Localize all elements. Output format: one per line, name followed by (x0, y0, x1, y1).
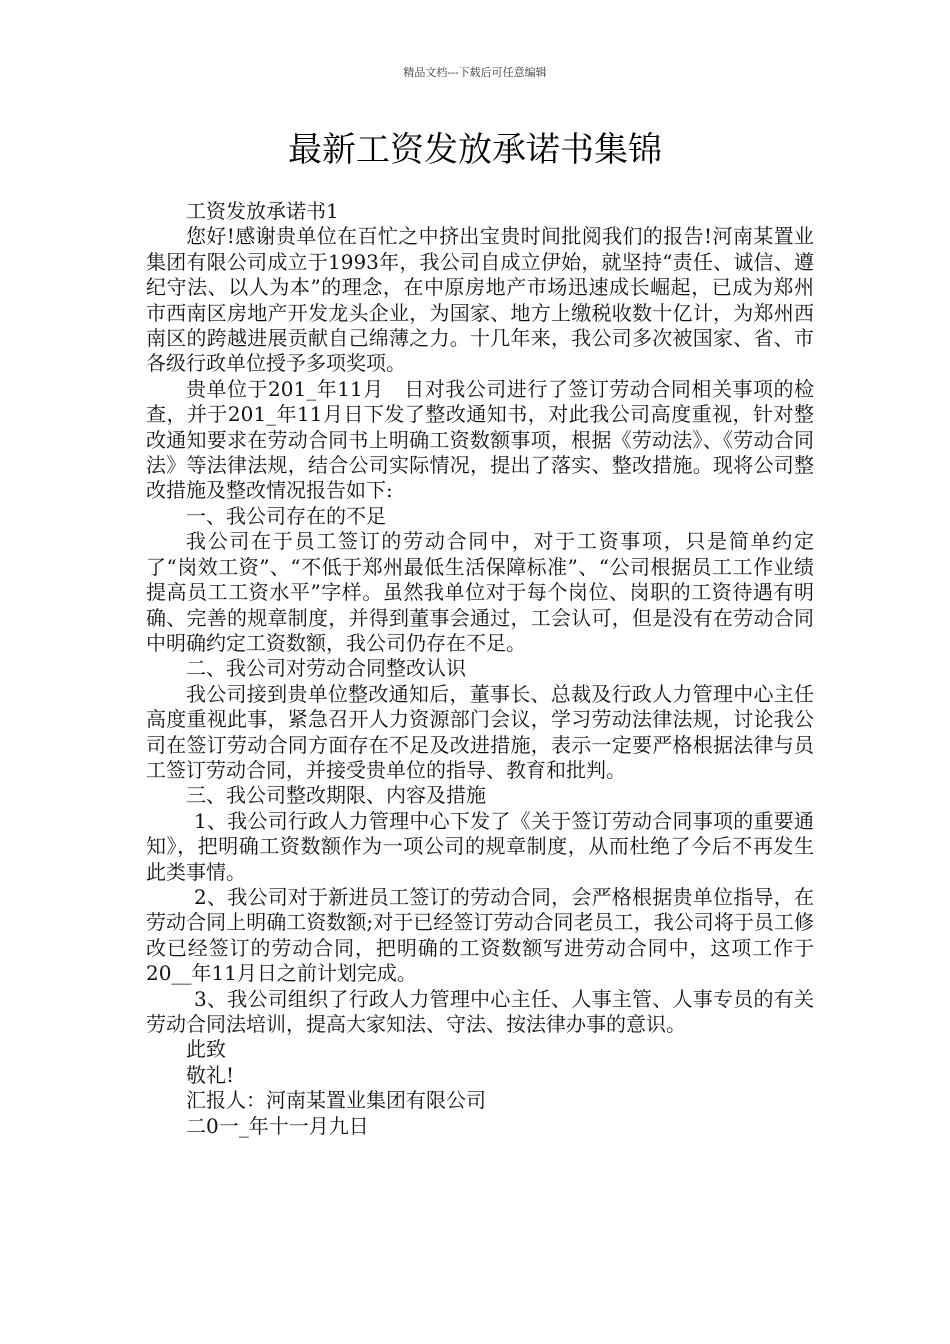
paragraph-understanding: 我公司接到贵单位整改通知后，董事长、总裁及行政人力管理中心主任高度重视此事，紧急召开人力资源部门会议，学习劳动法律法规，讨论我公司在签订劳动合同方面存在不足及改进措施，表示一定要严格根据法律与员工签订劳动合同，并接受贵单位的指导、教育和批判。 (146, 681, 814, 782)
closing-regards: 敬礼! (186, 1062, 235, 1087)
report-date: 二0一_年十一月九日 (186, 1113, 369, 1138)
measure-item-3: 3、我公司组织了行政人力管理中心主任、人事主管、人事专员的有关劳动合同法培训，提高大家知法、守法、按法律办事的意识。 (146, 986, 814, 1036)
letter-subtitle: 工资发放承诺书1 (186, 199, 339, 223)
measure-item-2: 2、我公司对于新进员工签订的劳动合同，会严格根据贵单位指导，在劳动合同上明确工资数额;对于已经签订劳动合同老员工，我公司将于员工修改已经签订的劳动合同，把明确的工资数额写进劳动合同中，这项工作于20__年11月日之前计划完成。 (146, 884, 814, 986)
document-body (146, 199, 814, 1139)
document-title: 最新工资发放承诺书集锦 (288, 130, 662, 170)
paragraph-intro: 您好!感谢贵单位在百忙之中挤出宝贵时间批阅我们的报告!河南某置业集团有限公司成立于1993年，我公司自成立伊始，就坚持“责任、诚信、遵纪守法、以人为本”的理念，在中原房地产市场迅速成长崛起，已成为郑州市西南区房地产开发龙头企业，为国家、地方上缴税收数十亿计，为郑州西南区的跨越进展贡献自己绵薄之力。十几年来，我公司多次被国家、省、市各级行政单位授予多项奖项。 (146, 224, 814, 376)
section-heading-shortcomings: 一、我公司存在的不足 (186, 503, 386, 528)
paragraph-inspection: 贵单位于201_年11月 日对我公司进行了签订劳动合同相关事项的检查，并于201_年11月日下发了整改通知书，对此我公司高度重视，针对整改通知要求在劳动合同书上明确工资数额事项，根据《劳动法》、《劳动合同法》等法律法规，结合公司实际情况，提出了落实、整改措施。现将公司整改措施及整改情况报告如下: (146, 376, 814, 503)
closing-salutation: 此致 (186, 1037, 226, 1062)
reporter-signature: 汇报人：河南某置业集团有限公司 (186, 1088, 486, 1113)
section-heading-understanding: 二、我公司对劳动合同整改认识 (186, 656, 466, 681)
section-heading-measures: 三、我公司整改期限、内容及措施 (186, 783, 486, 808)
measure-item-1: 1、我公司行政人力管理中心下发了《关于签订劳动合同事项的重要通知》，把明确工资数额作为一项公司的规章制度，从而杜绝了今后不再发生此类事情。 (146, 808, 814, 884)
paragraph-shortcomings: 我公司在于员工签订的劳动合同中，对于工资事项，只是简单约定了“岗效工资”、“不低于郑州最低生活保障标准”、“公司根据员工工作业绩提高员工工资水平”字样。虽然我单位对于每个岗位、岗职的工资待遇有明确、完善的规章制度，并得到董事会通过，工会认可，但是没有在劳动合同中明确约定工资数额，我公司仍存在不足。 (146, 529, 814, 655)
header-note: 精品文档---下载后可任意编辑 (403, 66, 547, 79)
